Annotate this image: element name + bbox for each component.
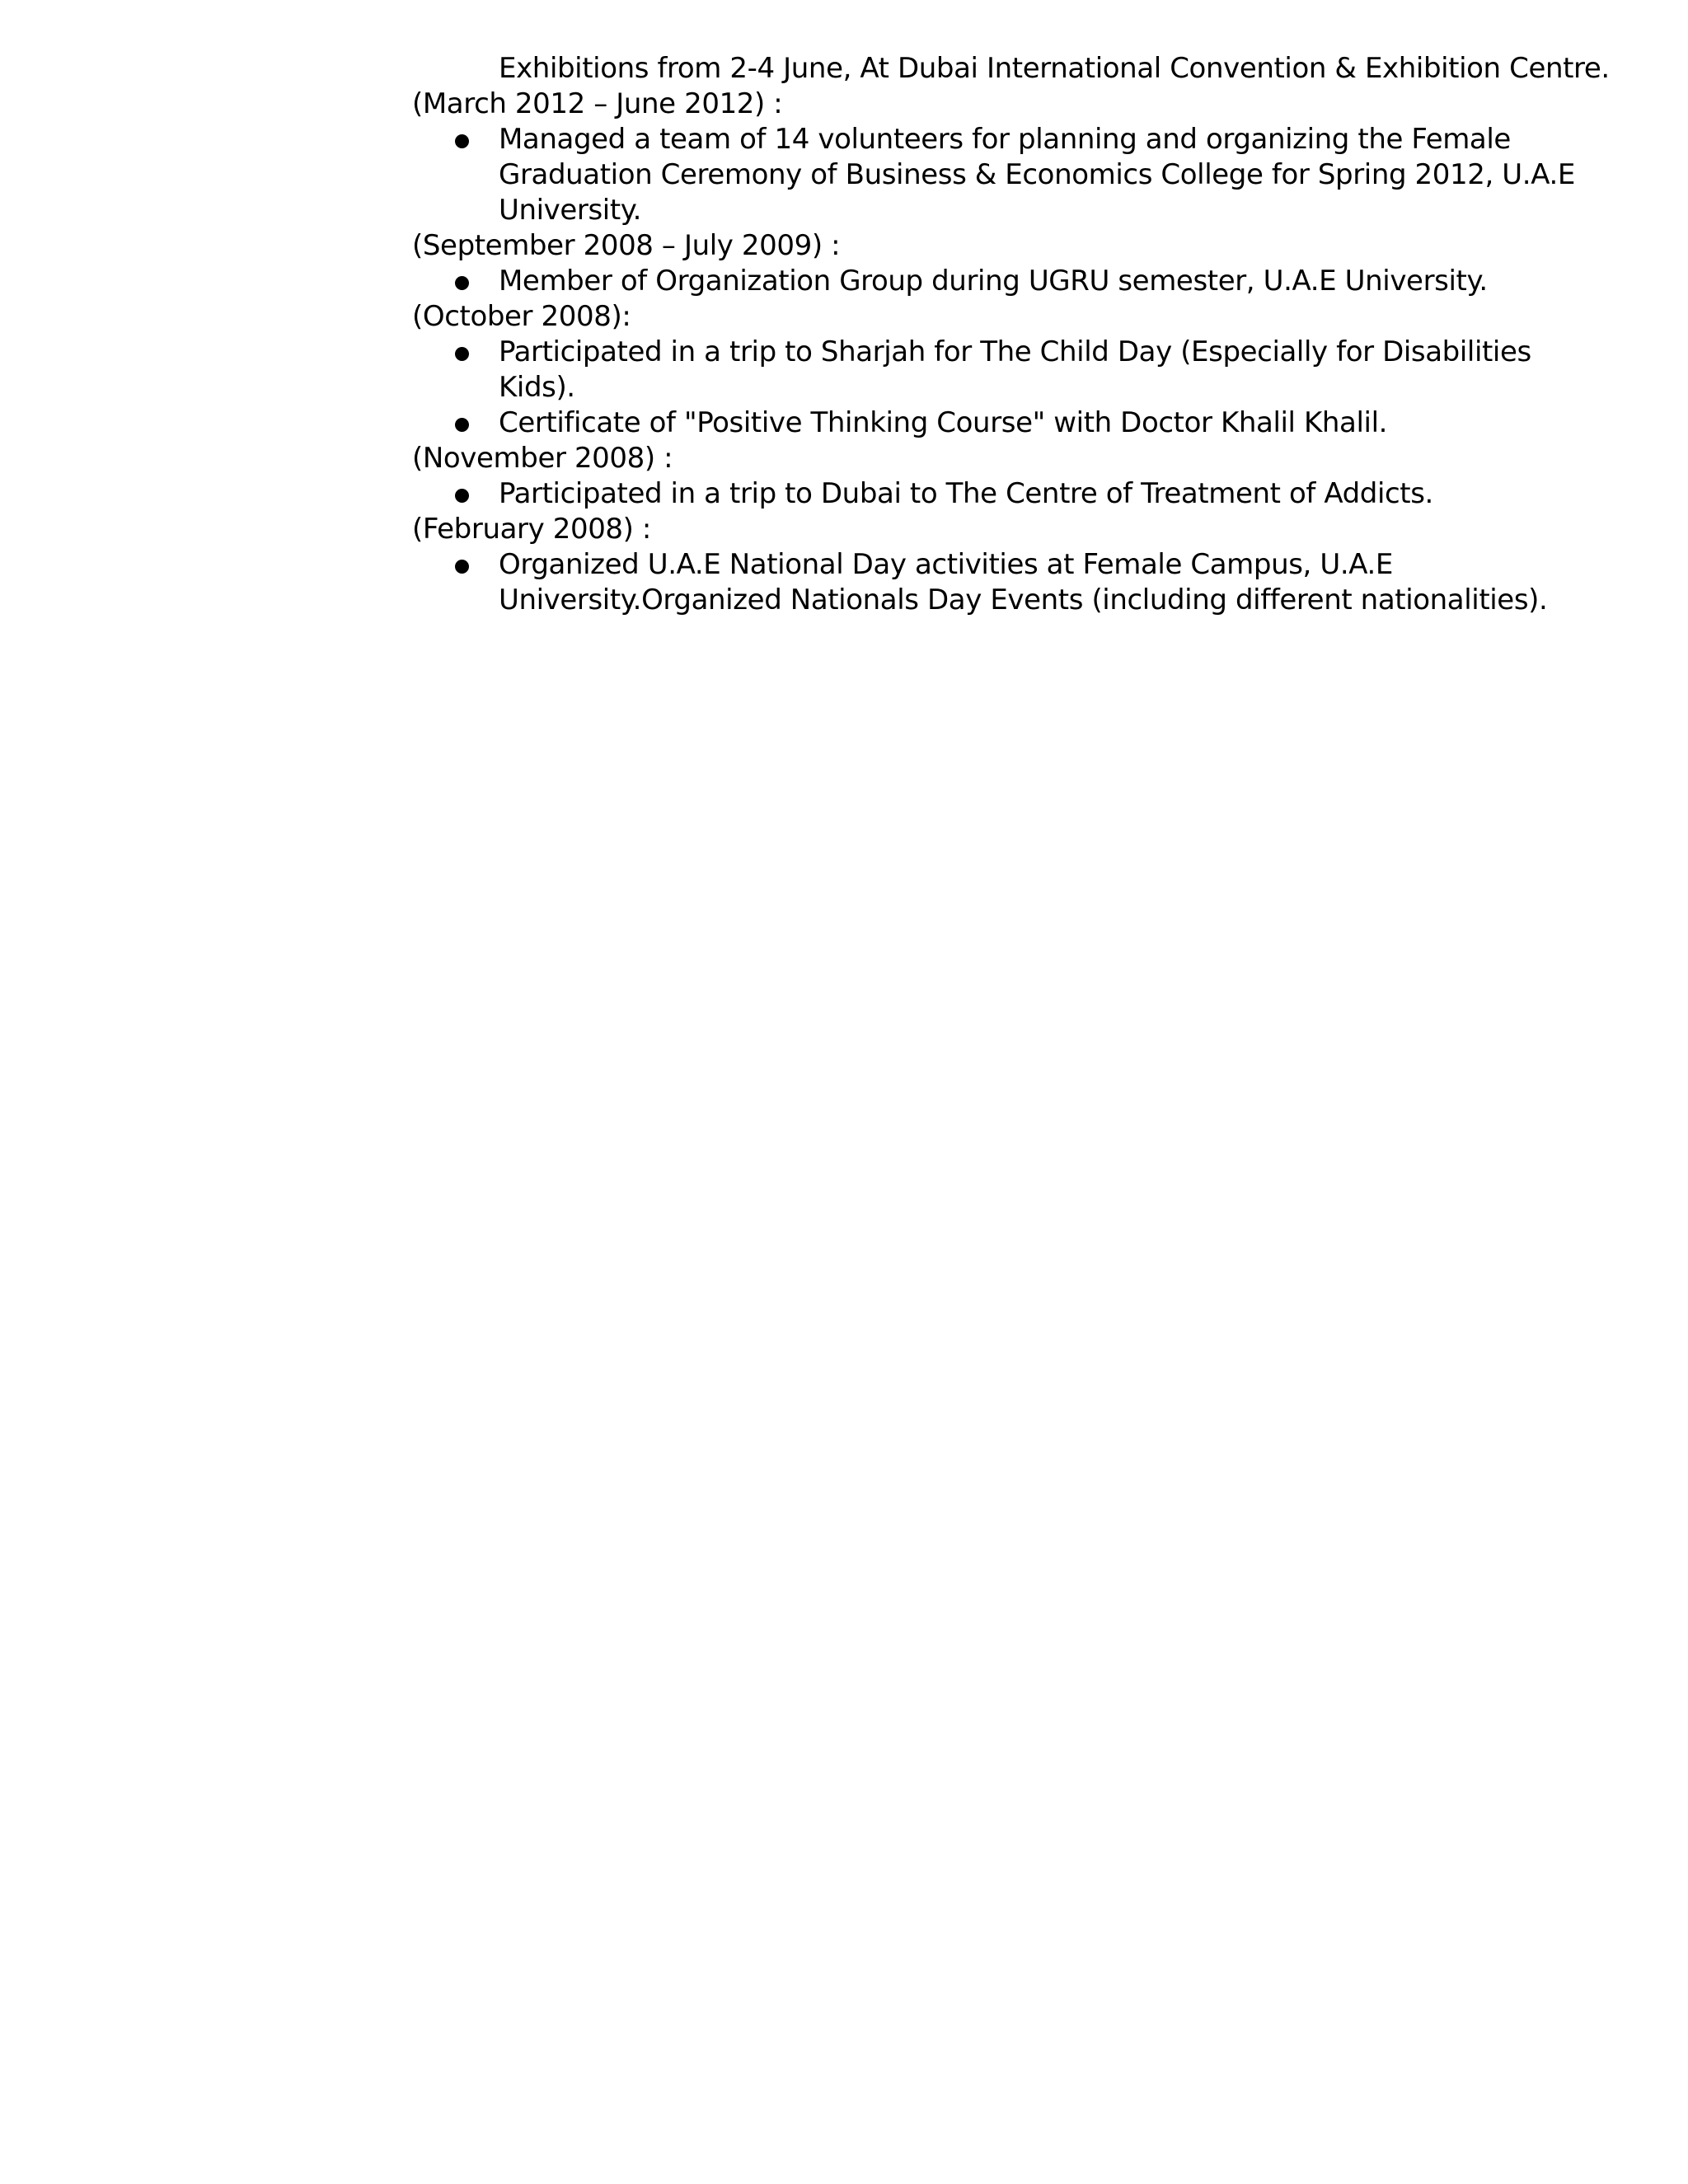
bullet-list <box>412 264 1566 299</box>
list-item <box>412 122 1595 228</box>
list-item <box>412 405 1595 441</box>
bullet-icon <box>455 560 469 574</box>
list-item <box>412 476 1595 512</box>
list-item-text: Managed a team of 14 volunteers for planning and organizing the Female Graduation Ceremony of Business & Economics College for Spring 2012, U.A.E University. <box>499 123 1575 227</box>
bullet-icon <box>455 347 469 361</box>
list-item <box>412 547 1595 618</box>
period-heading: (November 2008) : <box>412 442 673 475</box>
activities-content <box>412 51 1610 618</box>
bullet-list <box>412 476 1566 512</box>
list-item-text: Member of Organization Group during UGRU semester, U.A.E University. <box>499 265 1488 298</box>
bullet-icon <box>455 276 469 290</box>
list-item <box>412 264 1595 299</box>
bullet-list <box>412 122 1575 228</box>
period-heading: (September 2008 – July 2009) : <box>412 229 841 262</box>
period-heading: (February 2008) : <box>412 513 651 546</box>
bullet-icon <box>455 134 469 148</box>
bullet-icon <box>455 489 469 503</box>
bullet-list <box>412 547 1566 618</box>
bullet-icon <box>455 418 469 432</box>
list-item-text: Participated in a trip to Dubai to The Centre of Treatment of Addicts. <box>499 477 1433 510</box>
period-heading: (October 2008): <box>412 300 631 333</box>
period-heading: (March 2012 – June 2012) : <box>412 87 783 120</box>
continuation-text: Exhibitions from 2-4 June, At Dubai International Convention & Exhibition Centre. <box>499 52 1610 85</box>
list-item-text: Organized U.A.E National Day activities at Female Campus, U.A.E University.Organized Nationals Day Events (including different nationalities). <box>499 548 1548 616</box>
list-item-text: Certificate of "Positive Thinking Course" with Doctor Khalil Khalil. <box>499 406 1388 439</box>
bullet-list <box>412 335 1566 441</box>
list-item <box>412 335 1595 405</box>
list-item-text: Participated in a trip to Sharjah for The Child Day (Especially for Disabilities Kids). <box>499 335 1531 404</box>
